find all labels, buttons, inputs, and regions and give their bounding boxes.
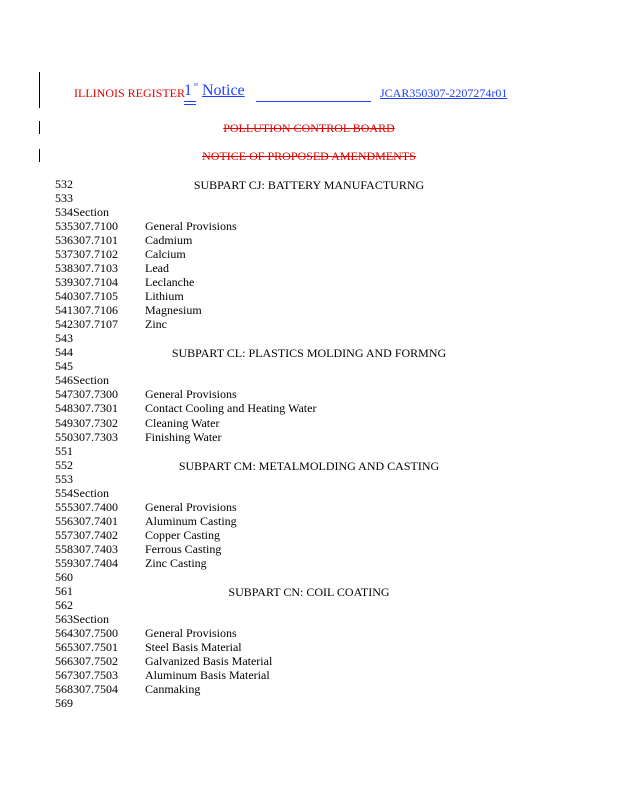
section-number: 307.7302: [73, 416, 118, 430]
line-number: 554: [55, 486, 73, 500]
line-number: 550: [55, 430, 73, 444]
section-title: General Provisions: [145, 387, 237, 401]
section-number: 307.7105: [73, 289, 118, 303]
section-number: 307.7103: [73, 261, 118, 275]
line-number: 539: [55, 275, 73, 289]
line-number: 542: [55, 317, 73, 331]
section-header: Section: [73, 373, 109, 387]
line-number: 555: [55, 500, 73, 514]
line-number: 565: [55, 640, 73, 654]
subpart-heading: SUBPART CM: METALMOLDING AND CASTING: [178, 459, 440, 473]
line-number: 532: [55, 177, 73, 191]
section-title: Copper Casting: [145, 528, 220, 542]
section-header: Section: [73, 205, 109, 219]
subpart-heading: SUBPART CL: PLASTICS MOLDING AND FORMNG: [171, 346, 447, 360]
line-number: 568: [55, 682, 73, 696]
line-number: 544: [55, 345, 73, 359]
line-number: 553: [55, 472, 73, 486]
page-mark-superscript: st: [194, 82, 199, 88]
section-number: 307.7404: [73, 556, 118, 570]
line-number: 567: [55, 668, 73, 682]
section-title: Finishing Water: [145, 430, 222, 444]
section-title: General Provisions: [145, 219, 237, 233]
page-header: [74, 80, 514, 110]
section-title: Steel Basis Material: [145, 640, 242, 654]
notice-label: Notice: [202, 82, 245, 99]
line-number: 536: [55, 233, 73, 247]
line-number: 535: [55, 219, 73, 233]
section-number: 307.7300: [73, 387, 118, 401]
line-number: 552: [55, 458, 73, 472]
section-title: Aluminum Casting: [145, 514, 237, 528]
line-number: 549: [55, 416, 73, 430]
notice-type: NOTICE OF PROPOSED AMENDMENTS: [202, 149, 416, 163]
section-title: Cadmium: [145, 233, 193, 247]
line-number: 562: [55, 598, 73, 612]
change-bar: [39, 72, 40, 108]
section-header: Section: [73, 486, 109, 500]
section-title: General Provisions: [145, 626, 237, 640]
line-number: 566: [55, 654, 73, 668]
section-number: 307.7102: [73, 247, 118, 261]
section-number: 307.7301: [73, 401, 118, 415]
section-title: Canmaking: [145, 682, 201, 696]
section-header: Section: [73, 612, 109, 626]
section-number: 307.7403: [73, 542, 118, 556]
section-title: Cleaning Water: [145, 416, 220, 430]
subpart-heading: SUBPART CN: COIL COATING: [228, 585, 390, 599]
section-title: Leclanche: [145, 275, 195, 289]
line-number: 538: [55, 261, 73, 275]
line-number: 563: [55, 612, 73, 626]
section-title: Zinc Casting: [145, 556, 207, 570]
section-number: 307.7502: [73, 654, 118, 668]
section-title: Magnesium: [145, 303, 202, 317]
section-title: Calcium: [145, 247, 186, 261]
section-title: Lithium: [145, 289, 184, 303]
section-number: 307.7106: [73, 303, 118, 317]
line-number: 561: [55, 584, 73, 598]
section-title: Zinc: [145, 317, 167, 331]
register-title: ILLINOIS REGISTER: [74, 86, 185, 100]
agency-title: POLLUTION CONTROL BOARD: [223, 121, 395, 135]
jcar-id: JCAR350307-2207274r01: [380, 86, 508, 100]
line-number: 547: [55, 387, 73, 401]
page-mark: 1: [184, 82, 192, 99]
section-number: 307.7303: [73, 430, 118, 444]
section-title: Lead: [145, 261, 169, 275]
line-number: 546: [55, 373, 73, 387]
header-rule: [256, 101, 371, 102]
section-number: 307.7402: [73, 528, 118, 542]
subpart-heading: SUBPART CJ: BATTERY MANUFACTURNG: [193, 178, 425, 192]
section-title: Galvanized Basis Material: [145, 654, 273, 668]
line-number: 569: [55, 696, 73, 710]
line-number: 560: [55, 570, 73, 584]
section-number: 307.7400: [73, 500, 118, 514]
section-number: 307.7503: [73, 668, 118, 682]
section-title: Contact Cooling and Heating Water: [145, 401, 317, 415]
header-underline-marks: [184, 101, 196, 107]
line-number: 533: [55, 191, 73, 205]
section-title: General Provisions: [145, 500, 237, 514]
line-number: 548: [55, 401, 73, 415]
section-number: 307.7101: [73, 233, 118, 247]
line-number: 564: [55, 626, 73, 640]
section-number: 307.7504: [73, 682, 118, 696]
section-number: 307.7500: [73, 626, 118, 640]
section-number: 307.7501: [73, 640, 118, 654]
section-title: Ferrous Casting: [145, 542, 222, 556]
line-number: 534: [55, 205, 73, 219]
section-number: 307.7104: [73, 275, 118, 289]
line-number: 541: [55, 303, 73, 317]
line-number: 543: [55, 331, 73, 345]
section-title: Aluminum Basis Material: [145, 668, 270, 682]
line-number: 556: [55, 514, 73, 528]
section-number: 307.7107: [73, 317, 118, 331]
line-number: 545: [55, 359, 73, 373]
line-number: 537: [55, 247, 73, 261]
line-number: 558: [55, 542, 73, 556]
section-number: 307.7100: [73, 219, 118, 233]
line-number: 540: [55, 289, 73, 303]
line-number: 557: [55, 528, 73, 542]
line-number: 559: [55, 556, 73, 570]
section-number: 307.7401: [73, 514, 118, 528]
line-number: 551: [55, 444, 73, 458]
